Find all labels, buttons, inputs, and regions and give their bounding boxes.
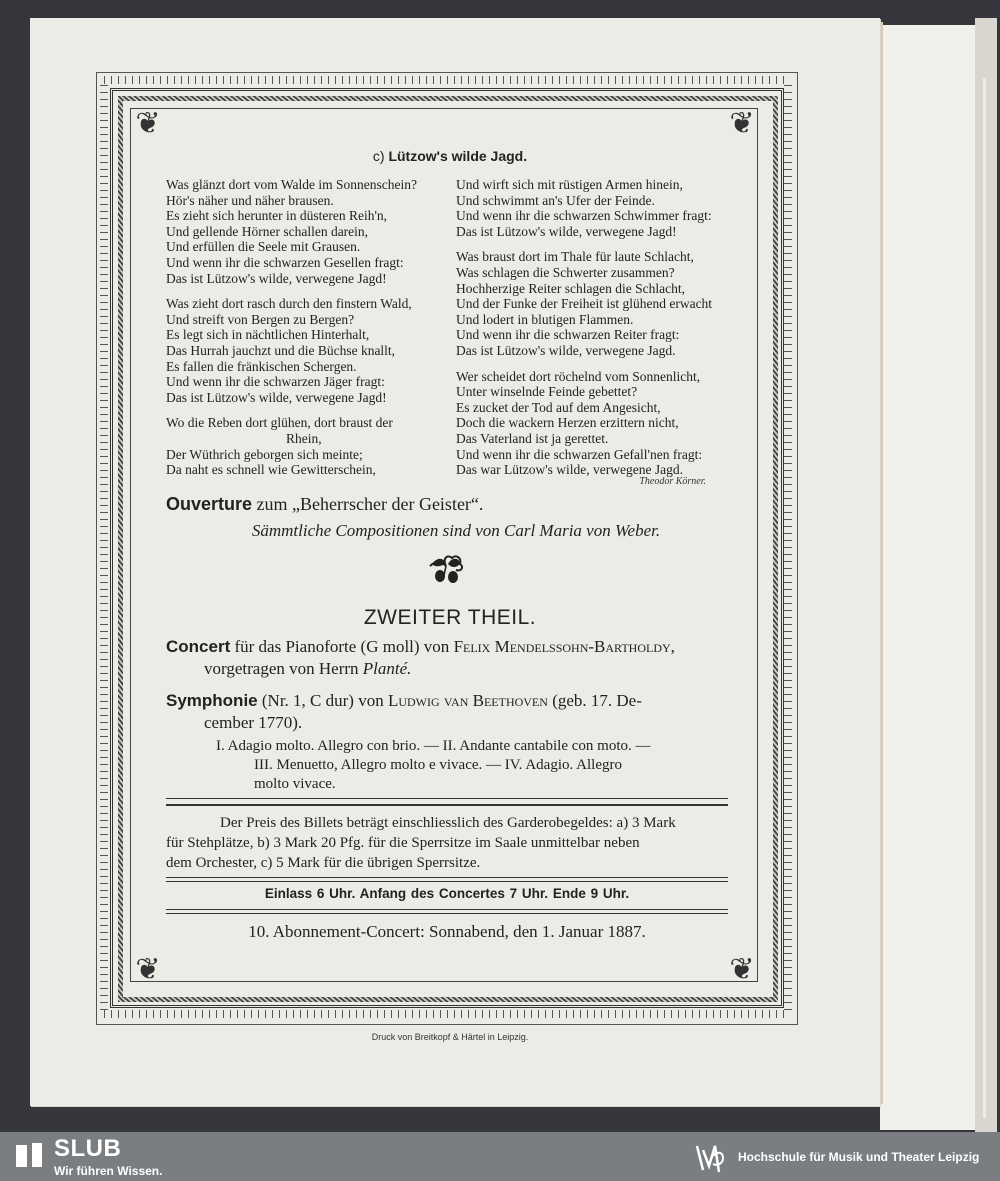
frame-ornament-right xyxy=(784,84,792,1010)
frame-ornament-top xyxy=(104,76,788,84)
ouverture-text: zum „Beherrscher der Geister“. xyxy=(256,494,484,514)
verse-line: Und wenn ihr die schwarzen Schwimmer fragt: xyxy=(456,208,712,224)
verse-line: Was schlagen die Schwerter zusammen? xyxy=(456,264,675,280)
verse-line: Rhein, xyxy=(286,430,322,446)
verse-line: Der Wüthrich geborgen sich meinte; xyxy=(166,446,363,462)
price-line: dem Orchester, c) 5 Mark für die übrigen Sperrsitze. xyxy=(166,855,481,871)
verse-line: Doch die wackern Herzen erzittern nicht, xyxy=(456,415,679,431)
verse-line: Das Hurrah jauchzt und die Büchse knallt, xyxy=(166,342,396,358)
footer-bar xyxy=(0,1132,1000,1181)
verse-line: Und streift von Bergen zu Bergen? xyxy=(166,311,355,327)
page-stack-edge xyxy=(975,18,997,1132)
verse-line: Es zucket der Tod auf dem Angesicht, xyxy=(456,399,661,415)
movement-line: I. Adagio molto. Allegro con brio. — II. Andante cantabile con moto. — xyxy=(216,738,651,754)
verse-line: Und erfüllen die Seele mit Grausen. xyxy=(166,239,361,255)
verse-line: Das war Lützow's wilde, verwegene Jagd. xyxy=(456,462,683,478)
stanza xyxy=(166,177,451,286)
movement-list xyxy=(216,737,736,794)
frame-ornament-left xyxy=(100,84,108,1010)
program-item-text: (geb. 17. De- xyxy=(552,691,642,710)
program-item-symphonie xyxy=(166,690,736,734)
verse-line: Und der Funke der Freiheit ist glühend erwacht xyxy=(456,296,713,312)
ouverture-line xyxy=(166,494,483,515)
verse-line: Es legt sich in nächtlichen Hinterhalt, xyxy=(166,327,370,343)
composer-note: Sämmtliche Compositionen sind von Carl Maria von Weber. xyxy=(251,521,661,540)
divider-rule xyxy=(166,909,728,914)
verse-line: Und wenn ihr die schwarzen Reiter fragt: xyxy=(456,327,680,343)
program-item-text: vorgetragen von Herrn xyxy=(204,659,359,678)
program-item-text: (Nr. 1, C dur) von xyxy=(261,691,384,710)
corner-ornament-icon: ❦ xyxy=(729,107,755,140)
composer-name: Felix Mendelssohn-Bartholdy, xyxy=(453,637,675,656)
oak-leaf-ornament-icon xyxy=(426,552,466,586)
verse-line: Das Vaterland ist ja gerettet. xyxy=(456,430,609,446)
program-item-label: Symphonie xyxy=(166,691,258,710)
verse-line: Was glänzt dort vom Walde im Sonnenschein? xyxy=(166,177,418,192)
composer-name: Ludwig van Beethoven xyxy=(387,691,548,710)
verse-line: Es fallen die fränkischen Schergen. xyxy=(166,358,357,374)
verse-line: Wo die Reben dort glühen, dort braust der xyxy=(166,415,393,431)
slub-logo-text[interactable]: SLUB xyxy=(54,1135,122,1162)
hmt-institution-name[interactable]: Hochschule für Musik und Theater Leipzig xyxy=(738,1150,980,1164)
verse-line: Unter winselnde Feinde gebettet? xyxy=(456,384,638,400)
price-line: Der Preis des Billets beträgt einschliesslich des Garderobegeldes: a) 3 Mark xyxy=(220,815,676,831)
movement-line: molto vivace. xyxy=(254,776,336,792)
verse-line: Das ist Lützow's wilde, verwegene Jagd! xyxy=(166,389,387,405)
poem-right-column xyxy=(456,177,731,488)
verse-line: Das ist Lützow's wilde, verwegene Jagd! xyxy=(166,270,387,286)
corner-ornament-icon: ❦ xyxy=(135,107,161,140)
verse-line: Und wirft sich mit rüstigen Armen hinein, xyxy=(456,177,683,192)
verse-line: Wer scheidet dort röchelnd vom Sonnenlicht, xyxy=(456,368,701,384)
section-title: ZWEITER THEIL. xyxy=(363,606,537,629)
verse-line: Und wenn ihr die schwarzen Jäger fragt: xyxy=(166,374,385,390)
divider-rule xyxy=(166,877,728,882)
slub-tagline: Wir führen Wissen. xyxy=(54,1164,163,1178)
verse-line: Das ist Lützow's wilde, verwegene Jagd! xyxy=(456,223,677,239)
price-info xyxy=(166,813,729,873)
movement-line: III. Menuetto, Allegro molto e vivace. — IV. Adagio. Allegro xyxy=(254,757,622,773)
verse-line: Da naht es schnell wie Gewitterschein, xyxy=(166,462,376,478)
verse-line: Und lodert in blutigen Flammen. xyxy=(456,311,634,327)
poem-author: Theodor Körner. xyxy=(639,476,706,487)
program-item-concert xyxy=(166,636,736,680)
performer-name: Planté. xyxy=(362,659,412,678)
ouverture-label: Ouverture xyxy=(166,494,253,514)
frame-ornament-bottom xyxy=(104,1010,788,1018)
printer-imprint: Druck von Breitkopf & Härtel in Leipzig. xyxy=(371,1032,529,1042)
verse-line: Was zieht dort rasch durch den finstern Wald, xyxy=(166,296,412,312)
stanza xyxy=(456,369,731,478)
hmt-logo-icon[interactable] xyxy=(693,1136,727,1176)
divider-rule xyxy=(166,798,728,806)
stanza xyxy=(166,415,451,477)
book-icon[interactable] xyxy=(14,1140,44,1170)
stanza xyxy=(456,177,731,239)
program-item-continuation: cember 1770). xyxy=(204,713,303,732)
corner-ornament-icon: ❦ xyxy=(729,953,755,986)
poem-title-text: Lützow's wilde Jagd. xyxy=(388,148,528,164)
stanza xyxy=(456,249,731,358)
price-line: für Stehplätze, b) 3 Mark 20 Pfg. für die Sperrsitze im Saale unmittelbar neben xyxy=(166,835,640,851)
program-item-continuation xyxy=(166,658,736,680)
verse-line: Was braust dort im Thale für laute Schlacht, xyxy=(456,249,694,265)
verse-line: Hochherzige Reiter schlagen die Schlacht, xyxy=(456,280,686,296)
verse-line: Und wenn ihr die schwarzen Gefall'nen fragt: xyxy=(456,446,703,462)
verse-line: Und gellende Hörner schallen darein, xyxy=(166,223,369,239)
program-item-label: Concert xyxy=(166,637,231,656)
verse-line: Und wenn ihr die schwarzen Gesellen fragt: xyxy=(166,254,404,270)
concert-times: Einlass 6 Uhr. Anfang des Concertes 7 Uhr. Ende 9 Uhr. xyxy=(264,886,630,901)
verse-line: Das ist Lützow's wilde, verwegene Jagd. xyxy=(456,342,676,358)
program-item-text: für das Pianoforte (G moll) von xyxy=(234,637,450,656)
verse-line: Hör's näher und näher brausen. xyxy=(166,192,334,208)
verse-line: Es zieht sich herunter in düsteren Reih'n, xyxy=(166,208,387,224)
stanza xyxy=(166,296,451,405)
adjacent-page xyxy=(880,25,975,1130)
next-concert: 10. Abonnement-Concert: Sonnabend, den 1. Januar 1887. xyxy=(248,922,646,941)
poem-title xyxy=(150,148,750,164)
corner-ornament-icon: ❦ xyxy=(135,953,161,986)
poem-left-column xyxy=(166,177,451,488)
poem-title-prefix: c) xyxy=(372,148,385,164)
verse-line: Und schwimmt an's Ufer der Feinde. xyxy=(456,192,655,208)
